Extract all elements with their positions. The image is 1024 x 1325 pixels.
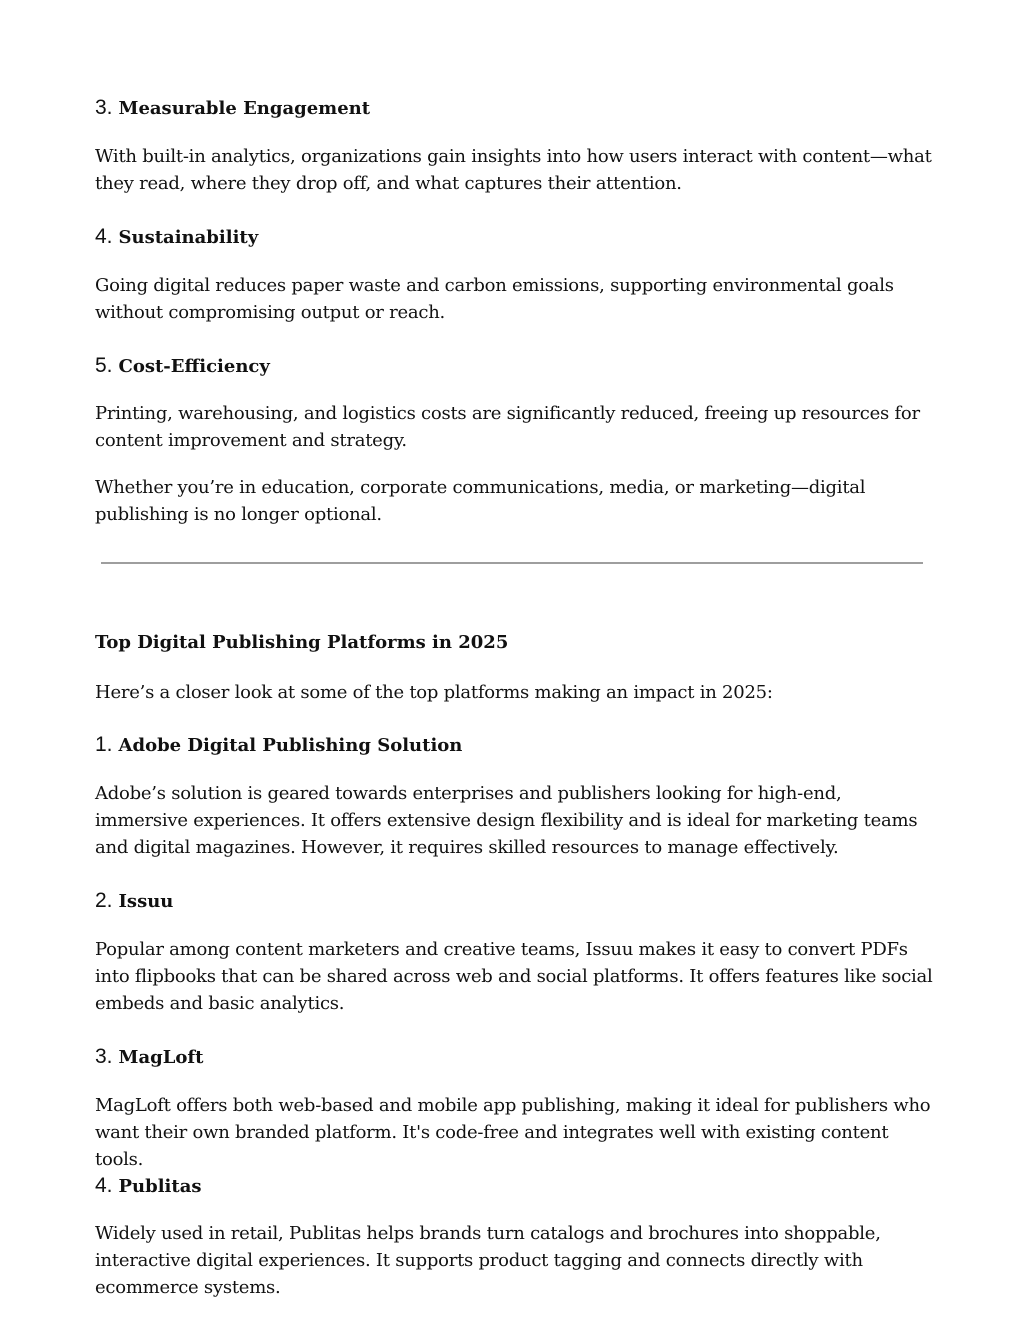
platform-body: MagLoft offers both web-based and mobile app publishing, making it ideal for publishers who want their own branded platform. It's code-free and integrates well with existing content tools.	[95, 1095, 931, 1170]
platform-number: 1.	[95, 733, 113, 756]
benefit-body: Going digital reduces paper waste and carbon emissions, supporting environmental goals without compromising output or reach.	[95, 275, 894, 323]
platform-body: Adobe’s solution is geared towards enterprises and publishers looking for high-end, immersive experiences. It offers extensive design flexibility and is ideal for marketing teams and digital magazines. However, it requires skilled resources to manage effectively.	[95, 783, 918, 858]
platform-number: 4.	[95, 1174, 113, 1197]
platform-title: MagLoft	[118, 1047, 204, 1068]
benefit-heading	[95, 225, 935, 250]
benefit-title: Cost-Efficiency	[118, 356, 270, 377]
platform-number: 3.	[95, 1045, 113, 1068]
benefit-number: 3.	[95, 96, 113, 119]
platform-heading	[95, 733, 935, 758]
benefit-heading	[95, 96, 935, 121]
closing-paragraph: Whether you’re in education, corporate communications, media, or marketing—digital publishing is no longer optional.	[95, 477, 866, 525]
benefit-heading	[95, 354, 935, 379]
platform-heading	[95, 1174, 935, 1199]
benefit-body: With built-in analytics, organizations gain insights into how users interact with content—what they read, where they drop off, and what captures their attention.	[95, 146, 932, 194]
platform-title: Publitas	[118, 1176, 202, 1197]
platform-heading	[95, 889, 935, 914]
benefit-title: Sustainability	[118, 227, 259, 248]
platform-title: Adobe Digital Publishing Solution	[118, 735, 463, 756]
section-intro: Here’s a closer look at some of the top platforms making an impact in 2025:	[95, 682, 773, 703]
section-title: Top Digital Publishing Platforms in 2025	[95, 632, 509, 653]
platform-body: Widely used in retail, Publitas helps brands turn catalogs and brochures into shoppable, interactive digital experiences. It supports product tagging and connects directly with ecommerce systems.	[95, 1223, 881, 1298]
benefit-number: 5.	[95, 354, 113, 377]
benefit-body: Printing, warehousing, and logistics costs are significantly reduced, freeing up resources for content improvement and strategy.	[95, 403, 920, 451]
benefit-title: Measurable Engagement	[118, 98, 371, 119]
platform-heading	[95, 1045, 935, 1070]
section-divider	[101, 562, 923, 564]
platform-title: Issuu	[118, 891, 174, 912]
benefit-number: 4.	[95, 225, 113, 248]
platform-body: Popular among content marketers and creative teams, Issuu makes it easy to convert PDFs into flipbooks that can be shared across web and social platforms. It offers features like social embeds and basic analytics.	[95, 939, 933, 1014]
platform-number: 2.	[95, 889, 113, 912]
